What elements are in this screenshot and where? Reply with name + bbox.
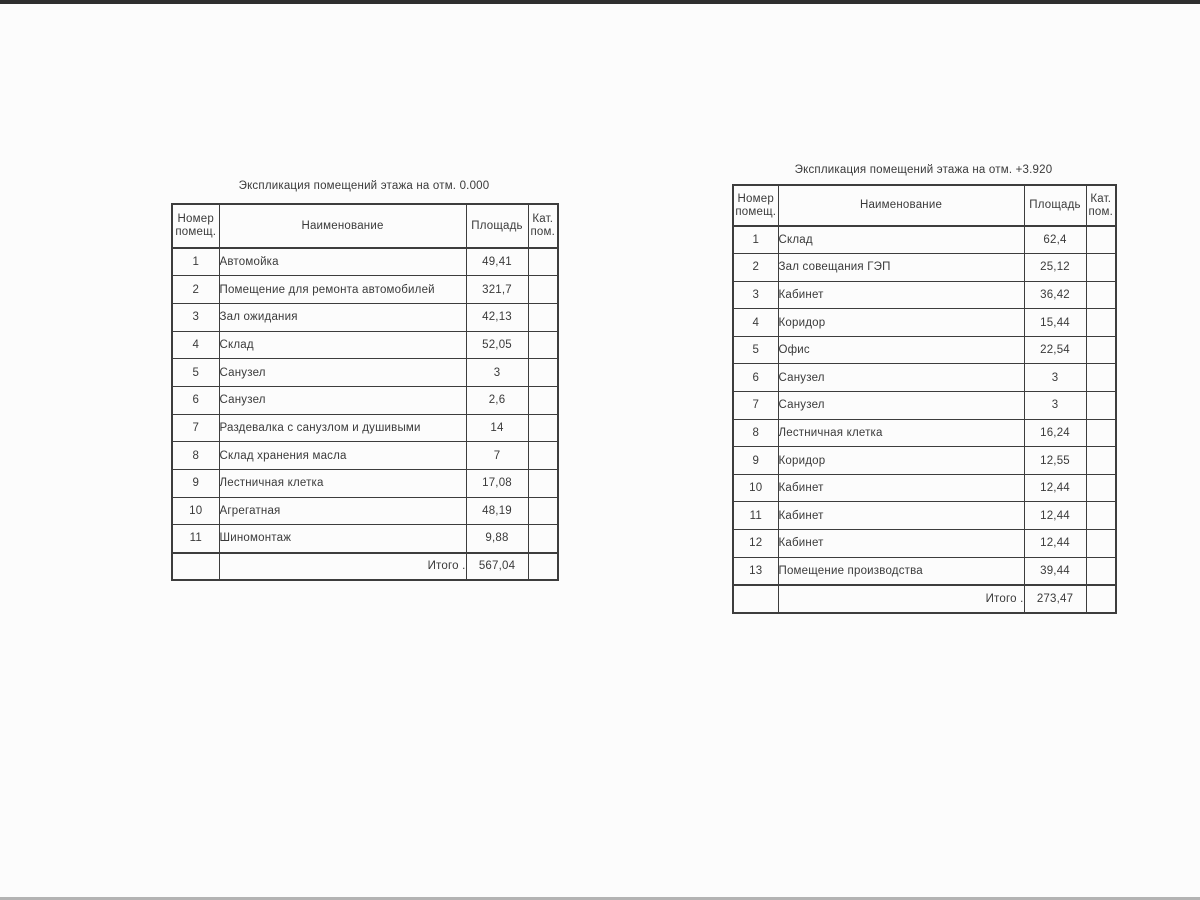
room-name: Кабинет [778,281,1024,309]
table-row [733,502,1116,530]
room-name: Лестничная клетка [778,419,1024,447]
room-number: 1 [733,226,778,254]
room-area: 25,12 [1024,254,1086,282]
table-title: Экспликация помещений этажа на отм. 0.000 [238,180,490,192]
room-name: Коридор [778,309,1024,337]
room-name: Склад [778,226,1024,254]
room-category [528,359,558,387]
room-number: 2 [733,254,778,282]
table-row [172,248,558,276]
room-area: 62,4 [1024,226,1086,254]
room-name: Коридор [778,447,1024,475]
room-category [528,303,558,331]
room-name: Помещение производства [778,557,1024,585]
header-room-category-line1: Кат. [532,213,554,225]
room-name: Раздевалка с санузлом и душивыми [219,414,466,442]
room-name: Санузел [219,359,466,387]
room-number: 5 [172,359,219,387]
room-name: Склад хранения масла [219,442,466,470]
table-title: Экспликация помещений этажа на отм. +3.920 [794,164,1053,176]
total-label: Итого . [219,553,466,580]
room-category [528,276,558,304]
room-category [1086,309,1116,337]
room-area: 3 [466,359,528,387]
table-row [733,226,1116,254]
header-room-number-line2: помещ. [175,226,217,238]
room-category [1086,392,1116,420]
room-number: 11 [733,502,778,530]
room-number: 10 [733,474,778,502]
room-number: 10 [172,497,219,525]
table-row [733,419,1116,447]
total-empty-category [528,553,558,580]
table-row [733,474,1116,502]
room-number: 4 [733,309,778,337]
table-row [733,364,1116,392]
room-area: 12,44 [1024,530,1086,558]
room-category [1086,336,1116,364]
room-area: 3 [1024,392,1086,420]
table-row [733,309,1116,337]
header-room-number-line1: Номер [737,192,774,205]
room-name: Кабинет [778,474,1024,502]
total-row [733,585,1116,613]
room-category [528,331,558,359]
room-number: 12 [733,530,778,558]
table-row [172,497,558,525]
room-number: 8 [172,442,219,470]
room-number: 3 [172,303,219,331]
header-room-category-line2: пом. [1088,205,1114,218]
room-category [528,386,558,414]
room-number: 11 [172,525,219,553]
room-category [528,414,558,442]
header-room-name: Наименование [219,204,466,248]
table-row [172,303,558,331]
room-category [1086,447,1116,475]
header-row [733,185,1116,226]
header-row [172,204,558,248]
table-row [733,557,1116,585]
room-name: Зал совещания ГЭП [778,254,1024,282]
room-area: 36,42 [1024,281,1086,309]
room-area: 22,54 [1024,336,1086,364]
room-area: 12,55 [1024,447,1086,475]
room-area: 3 [1024,364,1086,392]
room-name: Склад [219,331,466,359]
room-number: 7 [733,392,778,420]
room-number: 6 [733,364,778,392]
room-area: 12,44 [1024,502,1086,530]
table-row [172,331,558,359]
room-number: 1 [172,248,219,276]
room-name: Кабинет [778,530,1024,558]
room-category [1086,226,1116,254]
table-row [172,414,558,442]
table-row [733,254,1116,282]
room-name: Шиномонтаж [219,525,466,553]
room-category [528,497,558,525]
room-name: Санузел [219,386,466,414]
room-area: 321,7 [466,276,528,304]
room-category [1086,502,1116,530]
header-room-number-line2: помещ. [735,205,777,218]
room-area: 16,24 [1024,419,1086,447]
total-empty-number [172,553,219,580]
header-room-category [1086,185,1116,226]
room-category [1086,281,1116,309]
total-row [172,553,558,580]
header-room-number [733,185,778,226]
header-room-number [172,204,219,248]
total-area: 273,47 [1024,585,1086,613]
room-area: 52,05 [466,331,528,359]
room-number: 13 [733,557,778,585]
table-row [172,442,558,470]
room-area: 39,44 [1024,557,1086,585]
room-category [528,470,558,498]
room-category [528,248,558,276]
table-row [733,447,1116,475]
header-room-area: Площадь [1024,185,1086,226]
table-row [172,470,558,498]
room-name: Зал ожидания [219,303,466,331]
explication-table [732,184,1117,614]
room-name: Агрегатная [219,497,466,525]
table-row [172,359,558,387]
room-name: Санузел [778,364,1024,392]
room-area: 9,88 [466,525,528,553]
table-row [733,336,1116,364]
room-area: 7 [466,442,528,470]
room-area: 12,44 [1024,474,1086,502]
table-row [733,281,1116,309]
room-number: 2 [172,276,219,304]
total-area: 567,04 [466,553,528,580]
room-category [528,442,558,470]
table-row [172,276,558,304]
room-number: 3 [733,281,778,309]
header-room-area: Площадь [466,204,528,248]
table-row [172,386,558,414]
room-category [1086,364,1116,392]
table-row [733,530,1116,558]
header-room-category [528,204,558,248]
room-name: Санузел [778,392,1024,420]
room-number: 9 [733,447,778,475]
room-number: 5 [733,336,778,364]
total-empty-number [733,585,778,613]
total-label: Итого . [778,585,1024,613]
room-number: 8 [733,419,778,447]
room-number: 6 [172,386,219,414]
scan-top-edge [0,0,1200,4]
explication-table [171,203,559,581]
total-empty-category [1086,585,1116,613]
room-area: 15,44 [1024,309,1086,337]
room-name: Автомойка [219,248,466,276]
header-room-number-line1: Номер [177,213,214,225]
table-row [172,525,558,553]
room-area: 42,13 [466,303,528,331]
room-category [1086,530,1116,558]
header-room-name: Наименование [778,185,1024,226]
explication-block-elev-0000 [171,179,557,581]
header-room-category-line2: пом. [530,226,556,238]
room-category [1086,419,1116,447]
room-number: 4 [172,331,219,359]
room-area: 17,08 [466,470,528,498]
room-area: 2,6 [466,386,528,414]
room-number: 7 [172,414,219,442]
room-number: 9 [172,470,219,498]
room-name: Кабинет [778,502,1024,530]
room-area: 48,19 [466,497,528,525]
room-category [1086,474,1116,502]
room-category [1086,254,1116,282]
room-area: 14 [466,414,528,442]
header-room-category-line1: Кат. [1090,192,1112,205]
room-category [528,525,558,553]
room-area: 49,41 [466,248,528,276]
table-row [733,392,1116,420]
room-name: Лестничная клетка [219,470,466,498]
room-category [1086,557,1116,585]
explication-block-elev-3920 [732,163,1115,614]
room-name: Помещение для ремонта автомобилей [219,276,466,304]
room-name: Офис [778,336,1024,364]
